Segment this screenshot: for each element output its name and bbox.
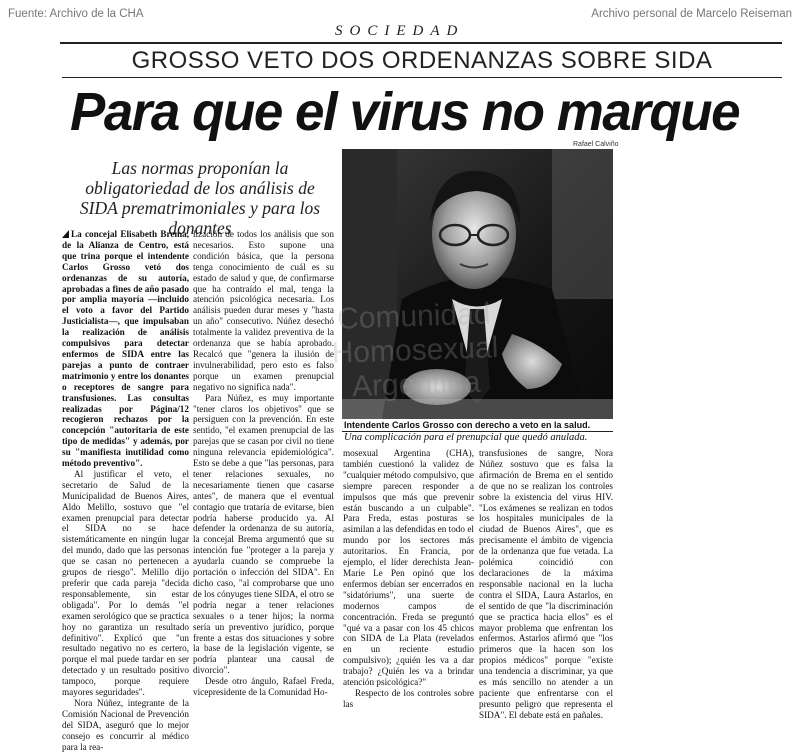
- photo-caption: Intendente Carlos Grosso con derecho a veto en la salud.: [342, 419, 613, 432]
- article-deck: Las normas proponían la obligatoriedad de los análisis de SIDA prematrimoniales y para los donantes: [79, 158, 321, 238]
- paragraph: mosexual Argentina (CHA), también cuestionó la validez de "cualquier método compulsivo, que siempre parecen responder a impulsos que más que prevenir están buscando a un culpable". Para Freda, estas posturas se asimilan a las defendidas en todo el mundo por los sectores más autoritarios. En Francia, por ejemplo, el líder derechista Jean-Marie Le Pen opinó que los enfermos debían ser encerrados en "sidatóriums", una suerte de modernos campos de concentración. Freda se preguntó "qué va a pasar con los 45 chicos con SIDA de La Plata (revelados en un reciente estudio compulsivo); ¿quién les va a dar trabajo? ¿Quién les va a brindar atención psicológica?": [343, 448, 474, 688]
- section-label: SOCIEDAD: [335, 23, 465, 39]
- article-column-3: [343, 448, 474, 710]
- article-kicker: GROSSO VETO DOS ORDENANZAS SOBRE SIDA: [62, 48, 782, 78]
- paragraph: Al justificar el veto, el secretario de Salud de la Municipalidad de Buenos Aires, Aldo Melillo, sostuvo que "el examen prenupcial para detectar el SIDA no se hace sistemáticamente en ningún lugar del mundo, dado que las personas que se casan no pertenecen a grupos de riesgo". Melillo dijo preferir que cada pareja "decida responsablemente, sin estar obligada". Por lo demás "el examen serológico que se practica hoy no garantiza un resultado definitivo". Explicó que "un resultado negativo no es certero, porque el mal puede tardar en ser detectado y un resultado positivo tampoco, porque requiere mayores seguridades".: [62, 468, 189, 698]
- article-column-2: [193, 229, 334, 698]
- paragraph: Desde otro ángulo, Rafael Freda, vicepresidente de la Comunidad Ho-: [193, 676, 334, 698]
- photo-credit: Rafael Calviño: [573, 141, 619, 148]
- lead-marker-icon: [62, 230, 69, 238]
- paragraph: transfusiones de sangre, Nora Núñez sostuvo que es falsa la afirmación de Brema en el sentido de que no se realizan los controles sobre la existencia del virus HIV. "Los exámenes se realizan en todos los hospitales municipales de la ciudad de Buenos Aires", que es precisamente el ámbito de vigencia de la ordenanza que fue vetada. La polémica coincidió con declaraciones de la máxima responsable nacional en la lucha contra el SIDA, Laura Astarlos, en el sentido de que "la discriminación que se practica hacia ellos" es el mayor problema que enfrentan los enfermos. Astarlos afirmó que "los primeros que la hacen son los propios médicos" porque "existe una tendencia a discriminar, ya que es más sencillo no atender a un paciente que enfrentarse con el presunto peligro que representa el SIDA". El debate está en pañales.: [479, 448, 613, 720]
- photo-subcaption: Una complicación para el prenupcial que quedó anulada.: [344, 432, 588, 443]
- source-right-label: Archivo personal de Marcelo Reiseman: [591, 8, 792, 20]
- portrait-photo-image: [342, 149, 613, 419]
- section-header: [60, 22, 782, 44]
- article-column-1: [62, 229, 189, 753]
- paragraph: lización de todos los análisis que son necesarios. Esto supone una condición básica, que la persona tenga conocimiento de cuál es su estado de salud y que, de confirmarse que ha contraído el mal, tenga la atención psicológica necesaria. Los análisis pueden durar meses y "hasta un año" consecutivo. Núñez desechó totalmente la validez preventiva de la ordenanza que se había aprobado. Recalcó que "genera la ilusión de invulnerabilidad, pero esto es falso porque un examen prenupcial negativo no significa nada".: [193, 229, 334, 392]
- lead-paragraph: [62, 229, 189, 469]
- article-column-4: [479, 448, 613, 721]
- lead-paragraph-text: La concejal Elisabeth Brema, de la Alianza de Centro, está que trina porque el intendente Carlos Grosso vetó dos ordenanzas de su autoría, aprobadas a fines de año pasado por amplia mayoría —incluido el voto a favor del Partido Justicialista—, que impulsaban la realización de análisis compulsivos para detectar enfermos de SIDA entre las parejas a punto de contraer matrimonio y entre los donantes o receptores de sangre para transfusiones. Las consultas realizadas por Página/12 recogieron rechazos por la concepción "autoritaria de este tipo de medidas" y además, por su "manifiesta inutilidad como método preventivo".: [62, 229, 189, 469]
- paragraph: Para Núñez, es muy importante "tener claros los objetivos" que se persiguen con la prevención. En este sentido, "el examen prenupcial de las parejas que se casan por civil no tiene ninguna relevancia epidemiológica". Esto se debe a que "las personas, para tener relaciones sexuales, no necesariamente tienen que casarse antes", de manera que el eventual contagio que trataría de evitarse, bien podría haberse producido ya. Al defender la ordenanza de su autoría, la concejal Brema argumentó que su intención fue "proteger a la pareja y ayudarla cuando se compruebe la portación o infección del SIDA". En dicho caso, "al comprobarse que uno de los cónyuges tiene SIDA, el otro se podría negar a tener relaciones sexuales o a tener hijos; la norma sería un preventivo jurídico, porque frente a estas dos situaciones y sobre la base de la legislación vigente, se podría plantear una causal de divorcio".: [193, 392, 334, 676]
- paragraph: Respecto de los controles sobre las: [343, 687, 474, 709]
- article-photo: [342, 149, 613, 419]
- archive-watermark: Comunidad Homosexual Argentina: [331, 297, 499, 404]
- source-left-label: Fuente: Archivo de la CHA: [8, 8, 144, 20]
- paragraph: Nora Núñez, integrante de la Comisión Nacional de Prevención del SIDA, aseguró que lo mejor consejo es concurrir al médico para la rea-: [62, 697, 189, 752]
- article-headline: Para que el virus no marque: [70, 82, 740, 142]
